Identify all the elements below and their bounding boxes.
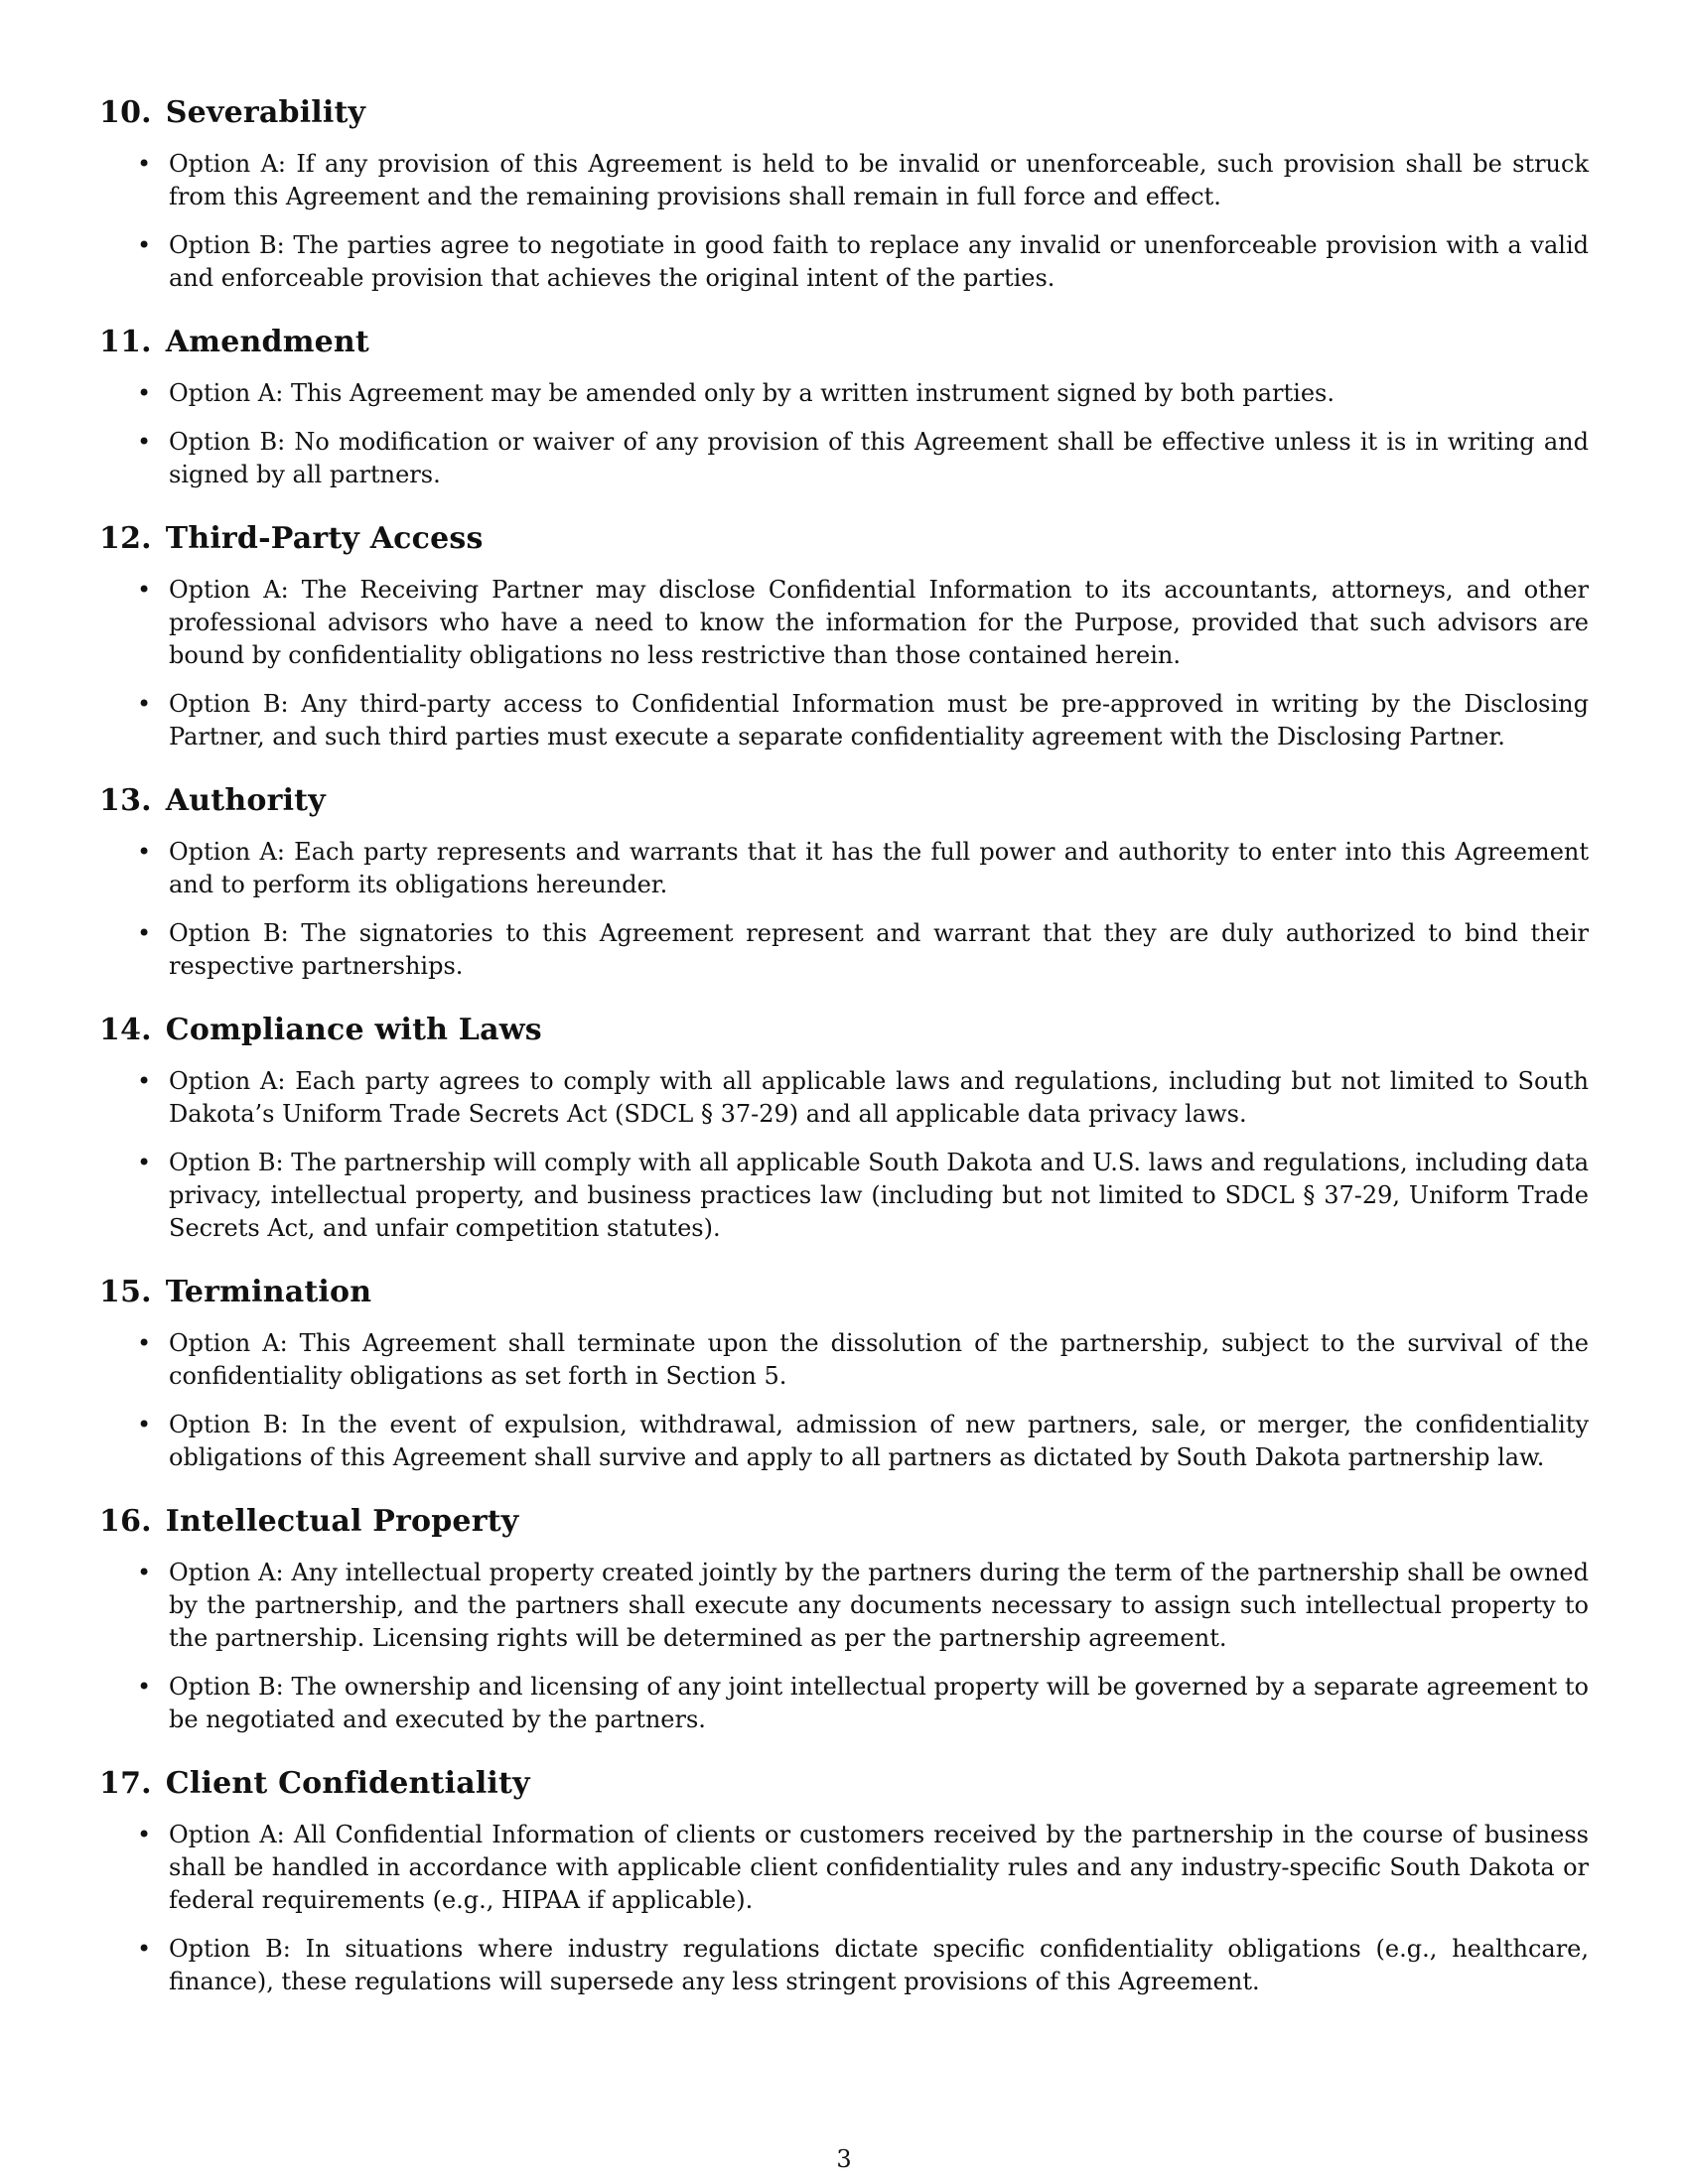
option-text: Option A: This Agreement shall terminate upon the dissolution of the partnership, subject to the survival of the confidentiality obligations as set forth in Section 5. (169, 1329, 1589, 1390)
option-text: Option A: If any provision of this Agreement is held to be invalid or unenforceable, such provision shall be struck from this Agreement and the remaining provisions shall remain in full force and effect. (169, 150, 1589, 210)
section (99, 325, 1589, 491)
option-item (99, 917, 1589, 983)
option-item (99, 1065, 1589, 1131)
option-text: Option B: Any third-party access to Confidential Information must be pre-approved in writing by the Disclosing Partner, and such third parties must execute a separate confidentiality agreement with the Disclosing Partner. (169, 690, 1589, 751)
section (99, 783, 1589, 983)
option-item (99, 377, 1589, 410)
option-text: Option A: Each party agrees to comply with all applicable laws and regulations, including but not limited to South Dakota’s Uniform Trade Secrets Act (SDCL § 37-29) and all applicable data privacy laws. (169, 1067, 1589, 1128)
option-item (99, 836, 1589, 901)
option-item (99, 1147, 1589, 1245)
option-text: Option B: The ownership and licensing of any joint intellectual property will be governed by a separate agreement to be negotiated and executed by the partners. (169, 1673, 1589, 1733)
section-heading (99, 325, 1589, 360)
section-number: 11. (99, 325, 152, 359)
option-item (99, 1409, 1589, 1474)
option-item (99, 426, 1589, 491)
option-item (99, 148, 1589, 213)
option-text: Option B: The partnership will comply with all applicable South Dakota and U.S. laws and regulations, including data privacy, intellectual property, and business practices law (including but not limited to SDCL § 37-29, Uniform Trade Secrets Act, and unfair competition statutes). (169, 1149, 1590, 1242)
bullet-icon: • (137, 690, 152, 718)
bullet-icon: • (137, 1149, 152, 1176)
section (99, 1013, 1589, 1245)
option-item (99, 229, 1589, 295)
section-heading (99, 95, 1589, 131)
option-list (99, 1327, 1589, 1474)
section-number: 16. (99, 1504, 152, 1539)
option-item (99, 1933, 1589, 1998)
section-title: Third-Party Access (165, 521, 484, 556)
bullet-icon: • (137, 1067, 152, 1095)
option-text: Option B: The parties agree to negotiate in good faith to replace any invalid or unenforceable provision with a valid and enforceable provision that achieves the original intent of the parties. (169, 231, 1589, 292)
document-page (99, 95, 1589, 2028)
section-heading (99, 783, 1589, 819)
section-heading (99, 1275, 1589, 1310)
option-list (99, 574, 1589, 753)
option-text: Option B: In the event of expulsion, withdrawal, admission of new partners, sale, or merger, the confidentiality obligations of this Agreement shall survive and apply to all partners as dictated by South Dakota partnership law. (169, 1411, 1589, 1471)
section-number: 10. (99, 95, 152, 130)
page-number: 3 (836, 2145, 852, 2173)
section-title: Compliance with Laws (165, 1013, 542, 1047)
option-text: Option A: This Agreement may be amended only by a written instrument signed by both parties. (169, 379, 1335, 407)
bullet-icon: • (137, 919, 152, 947)
bullet-icon: • (137, 1935, 152, 1963)
option-list (99, 1065, 1589, 1245)
section-title: Authority (165, 783, 326, 818)
option-text: Option B: No modification or waiver of any provision of this Agreement shall be effective unless it is in writing and signed by all partners. (169, 428, 1589, 488)
section-number: 14. (99, 1013, 152, 1047)
section-number: 13. (99, 783, 152, 818)
sections-container (99, 95, 1589, 1998)
section-heading (99, 521, 1589, 557)
option-list (99, 1819, 1589, 1998)
option-list (99, 148, 1589, 295)
option-text: Option A: The Receiving Partner may disclose Confidential Information to its accountants, attorneys, and other professional advisors who have a need to know the information for the Purpose, provided that such advisors are bound by confidentiality obligations no less restrictive than those contained herein. (169, 576, 1589, 669)
bullet-icon: • (137, 231, 152, 259)
option-text: Option B: The signatories to this Agreement represent and warrant that they are duly authorized to bind their respective partnerships. (169, 919, 1589, 980)
option-list (99, 836, 1589, 983)
bullet-icon: • (137, 379, 152, 407)
section (99, 1275, 1589, 1474)
option-text: Option A: All Confidential Information of clients or customers received by the partnership in the course of business shall be handled in accordance with applicable client confidentiality rules and any industry-specific South Dakota or federal requirements (e.g., HIPAA if applicable). (169, 1821, 1589, 1914)
bullet-icon: • (137, 1559, 152, 1586)
section-title: Intellectual Property (165, 1504, 519, 1539)
bullet-icon: • (137, 150, 152, 178)
section-title: Client Confidentiality (165, 1766, 530, 1801)
bullet-icon: • (137, 1411, 152, 1438)
bullet-icon: • (137, 1673, 152, 1701)
bullet-icon: • (137, 838, 152, 866)
option-item (99, 1557, 1589, 1655)
section (99, 95, 1589, 295)
bullet-icon: • (137, 1821, 152, 1848)
bullet-icon: • (137, 576, 152, 604)
option-list (99, 1557, 1589, 1736)
option-item (99, 1327, 1589, 1393)
bullet-icon: • (137, 1329, 152, 1357)
option-item (99, 574, 1589, 672)
section-number: 15. (99, 1275, 152, 1309)
section-title: Amendment (165, 325, 369, 359)
option-list (99, 377, 1589, 491)
section (99, 521, 1589, 753)
option-text: Option B: In situations where industry regulations dictate specific confidentiality obligations (e.g., healthcare, finance), these regulations will supersede any less stringent provisions of this Agreement. (169, 1935, 1589, 1995)
option-text: Option A: Each party represents and warrants that it has the full power and authority to enter into this Agreement and to perform its obligations hereunder. (169, 838, 1589, 898)
section (99, 1766, 1589, 1998)
option-item (99, 1671, 1589, 1736)
option-text: Option A: Any intellectual property created jointly by the partners during the term of the partnership shall be owned by the partnership, and the partners shall execute any documents necessary to assign such intellectual property to the partnership. Licensing rights will be determined as per the partnership agreement. (169, 1559, 1589, 1652)
section-heading (99, 1504, 1589, 1540)
section-number: 12. (99, 521, 152, 556)
section (99, 1504, 1589, 1736)
bullet-icon: • (137, 428, 152, 456)
option-item (99, 1819, 1589, 1917)
section-number: 17. (99, 1766, 152, 1801)
section-title: Severability (165, 95, 366, 130)
section-heading (99, 1013, 1589, 1048)
option-item (99, 688, 1589, 753)
section-heading (99, 1766, 1589, 1802)
section-title: Termination (165, 1275, 372, 1309)
